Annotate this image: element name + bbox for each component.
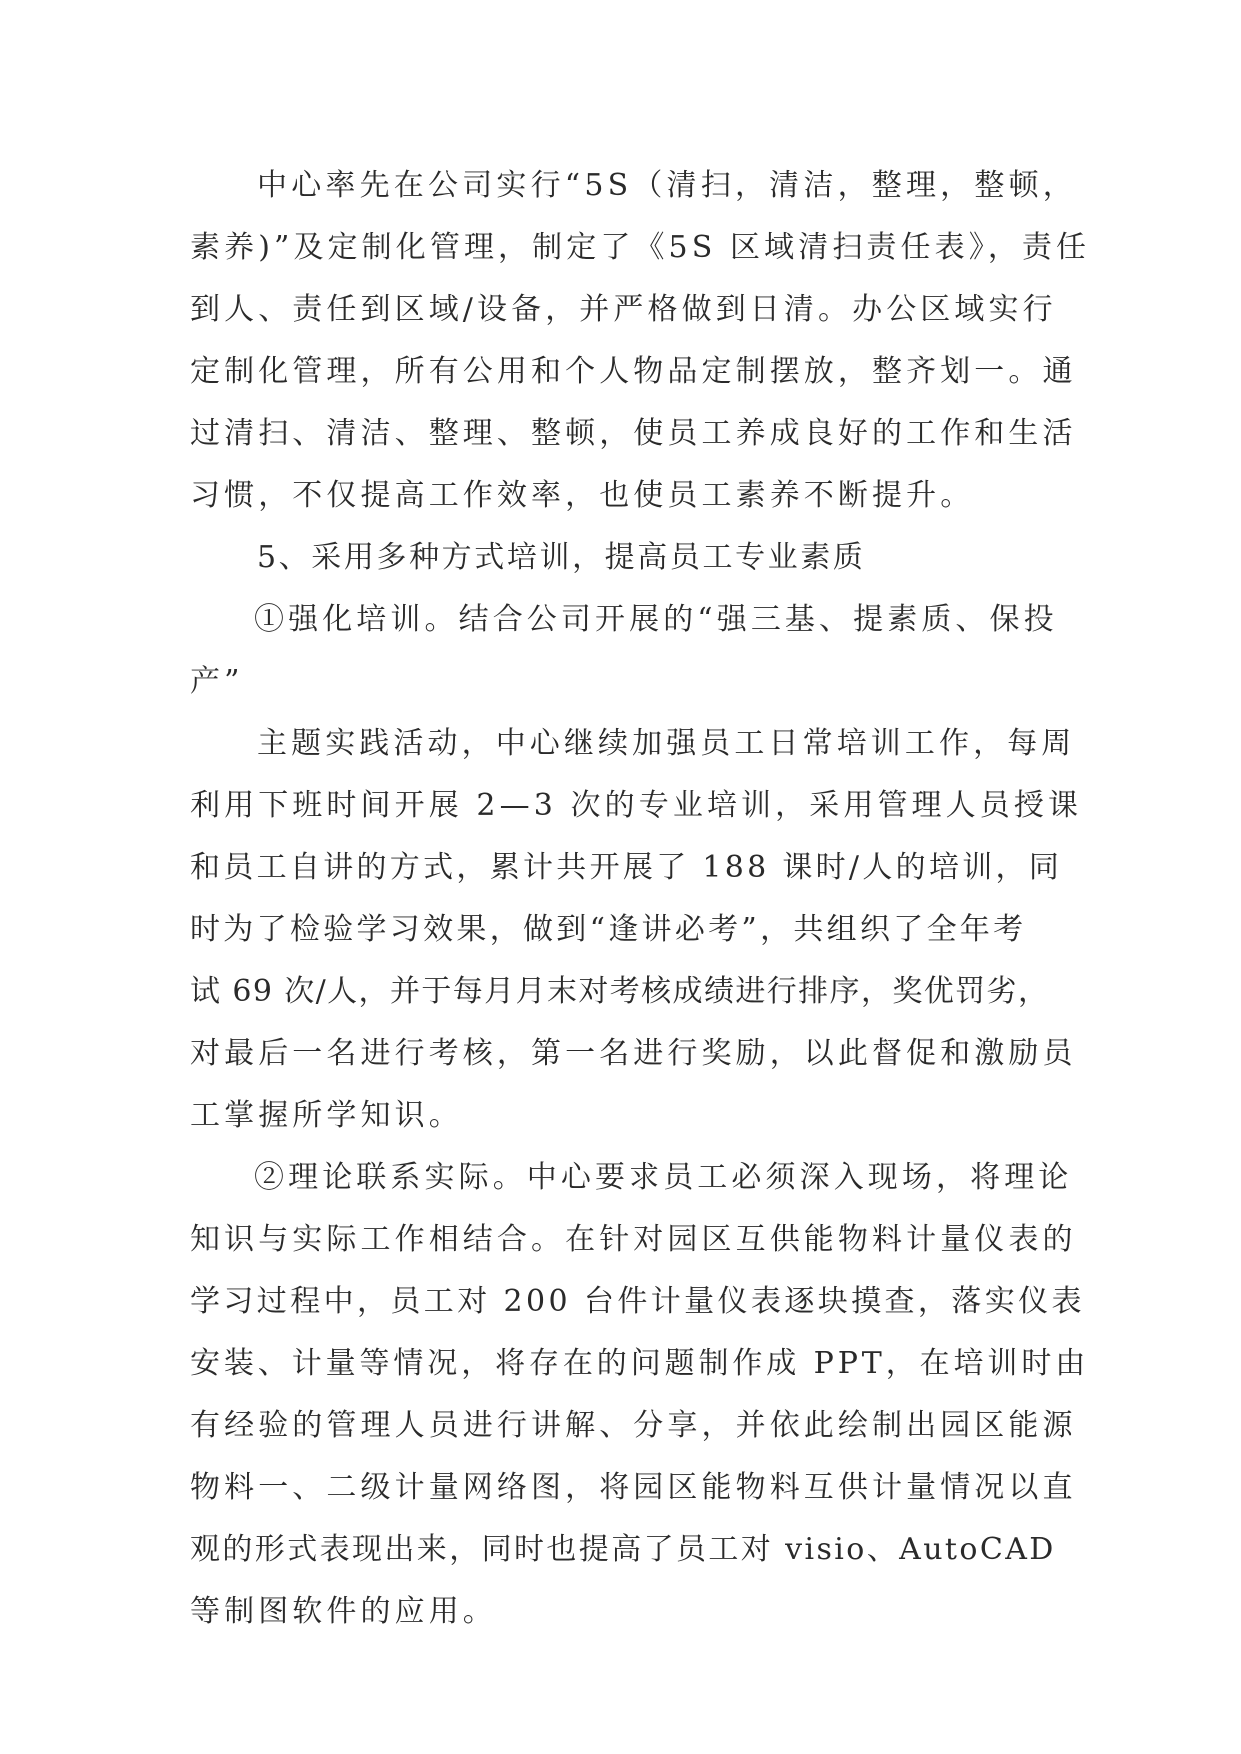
body-text-line: 安装、计量等情况，将存在的问题制作成 PPT，在培训时由 bbox=[190, 1346, 1090, 1381]
body-text-line: 学习过程中，员工对 200 台件计量仪表逐块摸查，落实仪表 bbox=[190, 1284, 1085, 1319]
body-text-line: 到人、责任到区域/设备，并严格做到日清。办公区域实行 bbox=[190, 292, 1057, 327]
body-text-line: 中心率先在公司实行“5S（清扫，清洁，整理，整顿， bbox=[257, 168, 1077, 203]
body-text-line: 产” bbox=[190, 664, 244, 699]
body-text-line: 素养)”及定制化管理，制定了《5S 区域清扫责任表》，责任 bbox=[190, 230, 1091, 265]
body-text-line: 工掌握所学知识。 bbox=[190, 1098, 463, 1133]
body-text-line: 观的形式表现出来，同时也提高了员工对 visio、AutoCAD bbox=[190, 1532, 1056, 1567]
body-text-line: 和员工自讲的方式，累计共开展了 188 课时/人的培训，同 bbox=[190, 850, 1063, 885]
section-heading: 5、采用多种方式培训，提高员工专业素质 bbox=[257, 540, 866, 575]
body-text-line: 试 69 次/人，并于每月月末对考核成绩进行排序，奖优罚劣， bbox=[190, 974, 1050, 1009]
body-text-line: 主题实践活动，中心继续加强员工日常培训工作，每周 bbox=[257, 726, 1076, 761]
body-text-line: 习惯，不仅提高工作效率，也使员工素养不断提升。 bbox=[190, 478, 975, 513]
body-text-line: 利用下班时间开展 2—3 次的专业培训，采用管理人员授课 bbox=[190, 788, 1083, 823]
body-text-line: ①强化培训。结合公司开展的“强三基、提素质、保投 bbox=[254, 602, 1058, 637]
body-text-line: 知识与实际工作相结合。在针对园区互供能物料计量仪表的 bbox=[190, 1222, 1077, 1257]
body-text-line: ②理论联系实际。中心要求员工必须深入现场，将理论 bbox=[254, 1160, 1073, 1195]
body-text-line: 定制化管理，所有公用和个人物品定制摆放，整齐划一。通 bbox=[190, 354, 1077, 389]
body-text-line: 时为了检验学习效果，做到“逢讲必考”，共组织了全年考 bbox=[190, 912, 1027, 947]
body-text-line: 物料一、二级计量网络图，将园区能物料互供计量情况以直 bbox=[190, 1470, 1077, 1505]
body-text-line: 对最后一名进行考核，第一名进行奖励，以此督促和激励员 bbox=[190, 1036, 1077, 1071]
body-text-line: 过清扫、清洁、整理、整顿，使员工养成良好的工作和生活 bbox=[190, 416, 1077, 451]
body-text-line: 等制图软件的应用。 bbox=[190, 1594, 497, 1629]
body-text-line: 有经验的管理人员进行讲解、分享，并依此绘制出园区能源 bbox=[190, 1408, 1077, 1443]
